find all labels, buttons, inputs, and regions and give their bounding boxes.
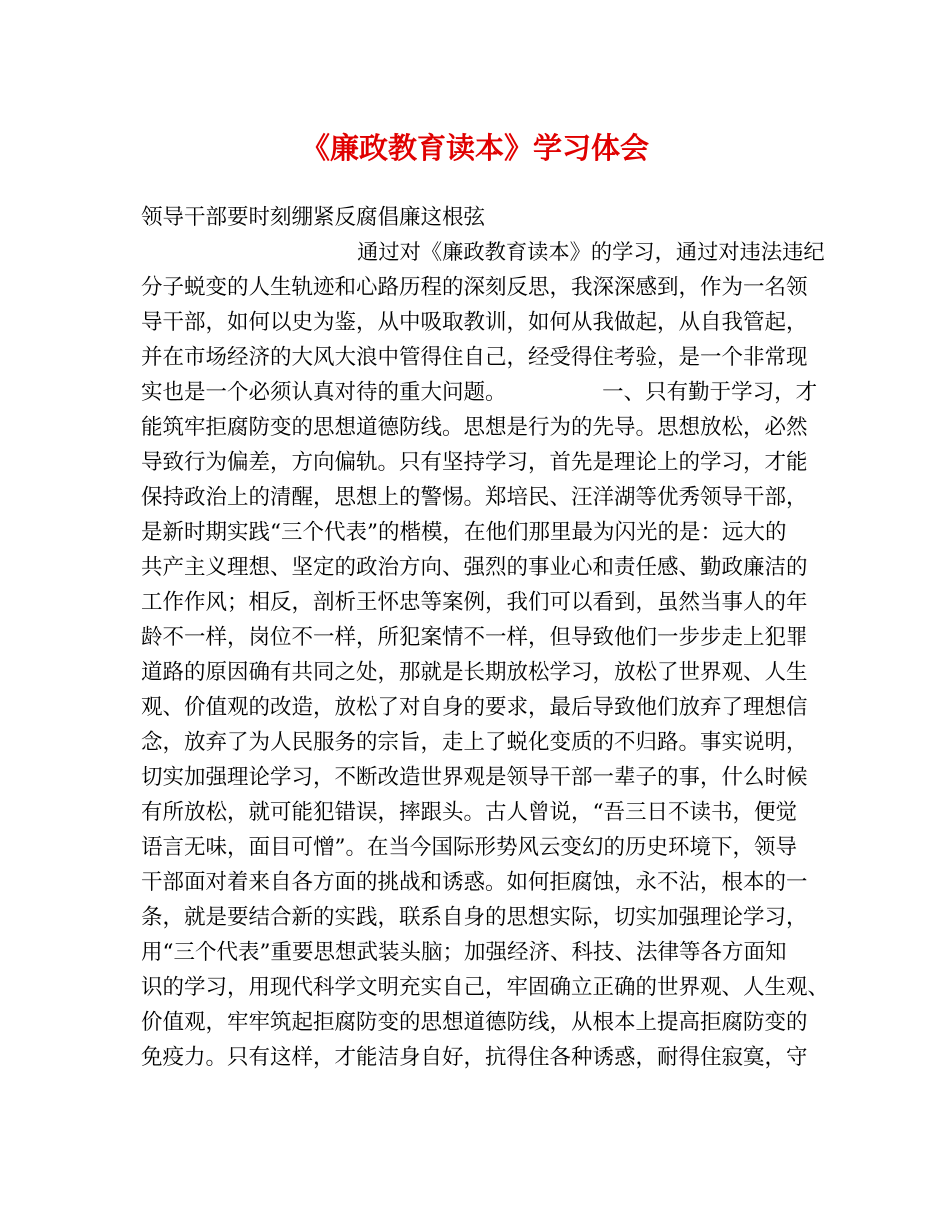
body-line: 分子蜕变的人生轨迹和心路历程的深刻反思，我深深感到，作为一名领 <box>141 275 808 300</box>
body-line: 导干部，如何以史为鉴，从中吸取教训，如何从我做起，从自我管起， <box>141 310 808 335</box>
body-line: 价值观，牢牢筑起拒腐防变的思想道德防线，从根本上提高拒腐防变的 <box>141 1010 808 1035</box>
body-line: 念，放弃了为人民服务的宗旨，走上了蜕化变质的不归路。事实说明， <box>141 730 808 755</box>
body-line: 领导干部要时刻绷紧反腐倡廉这根弦 <box>141 205 486 230</box>
body-line: 能筑牢拒腐防变的思想道德防线。思想是行为的先导。思想放松，必然 <box>141 415 808 440</box>
document-body <box>141 200 831 1075</box>
document-title: 《廉政教育读本》学习体会 <box>300 131 649 165</box>
body-line: 工作作风；相反，剖析王怀忠等案例，我们可以看到，虽然当事人的年 <box>141 590 808 615</box>
body-line: 免疫力。只有这样，才能洁身自好，抗得住各种诱惑，耐得住寂寞，守 <box>141 1045 808 1070</box>
body-line: 识的学习，用现代科学文明充实自己，牢固确立正确的世界观、人生观、 <box>141 975 830 1000</box>
body-line: 实也是一个必须认真对待的重大问题。 一、只有勤于学习，才 <box>141 380 818 405</box>
body-line: 保持政治上的清醒，思想上的警惕。郑培民、汪洋湖等优秀领导干部， <box>141 485 808 510</box>
body-line: 通过对《廉政教育读本》的学习，通过对违法违纪 <box>141 240 825 265</box>
body-line: 龄不一样，岗位不一样，所犯案情不一样，但导致他们一步步走上犯罪 <box>141 625 808 650</box>
body-line: 并在市场经济的大风大浪中管得住自己，经受得住考验，是一个非常现 <box>141 345 808 370</box>
body-line: 有所放松，就可能犯错误，摔跟头。古人曾说，“吾三日不读书，便觉 <box>141 800 797 825</box>
body-line: 道路的原因确有共同之处，那就是长期放松学习，放松了世界观、人生 <box>141 660 808 685</box>
body-line: 语言无味，面目可憎”。在当今国际形势风云变幻的历史环境下，领导 <box>141 835 797 860</box>
body-line: 条，就是要结合新的实践，联系自身的思想实际，切实加强理论学习， <box>141 905 808 930</box>
body-line: 用“三个代表”重要思想武装头脑；加强经济、科技、法律等各方面知 <box>141 940 787 965</box>
body-line: 观、价值观的改造，放松了对自身的要求，最后导致他们放弃了理想信 <box>141 695 808 720</box>
body-line: 是新时期实践“三个代表”的楷模，在他们那里最为闪光的是：远大的 <box>141 520 787 545</box>
body-line: 共产主义理想、坚定的政治方向、强烈的事业心和责任感、勤政廉洁的 <box>141 555 808 580</box>
body-line: 切实加强理论学习，不断改造世界观是领导干部一辈子的事，什么时候 <box>141 765 808 790</box>
body-line: 导致行为偏差，方向偏轨。只有坚持学习，首先是理论上的学习，才能 <box>141 450 808 475</box>
body-line: 干部面对着来自各方面的挑战和诱惑。如何拒腐蚀，永不沾，根本的一 <box>141 870 808 895</box>
